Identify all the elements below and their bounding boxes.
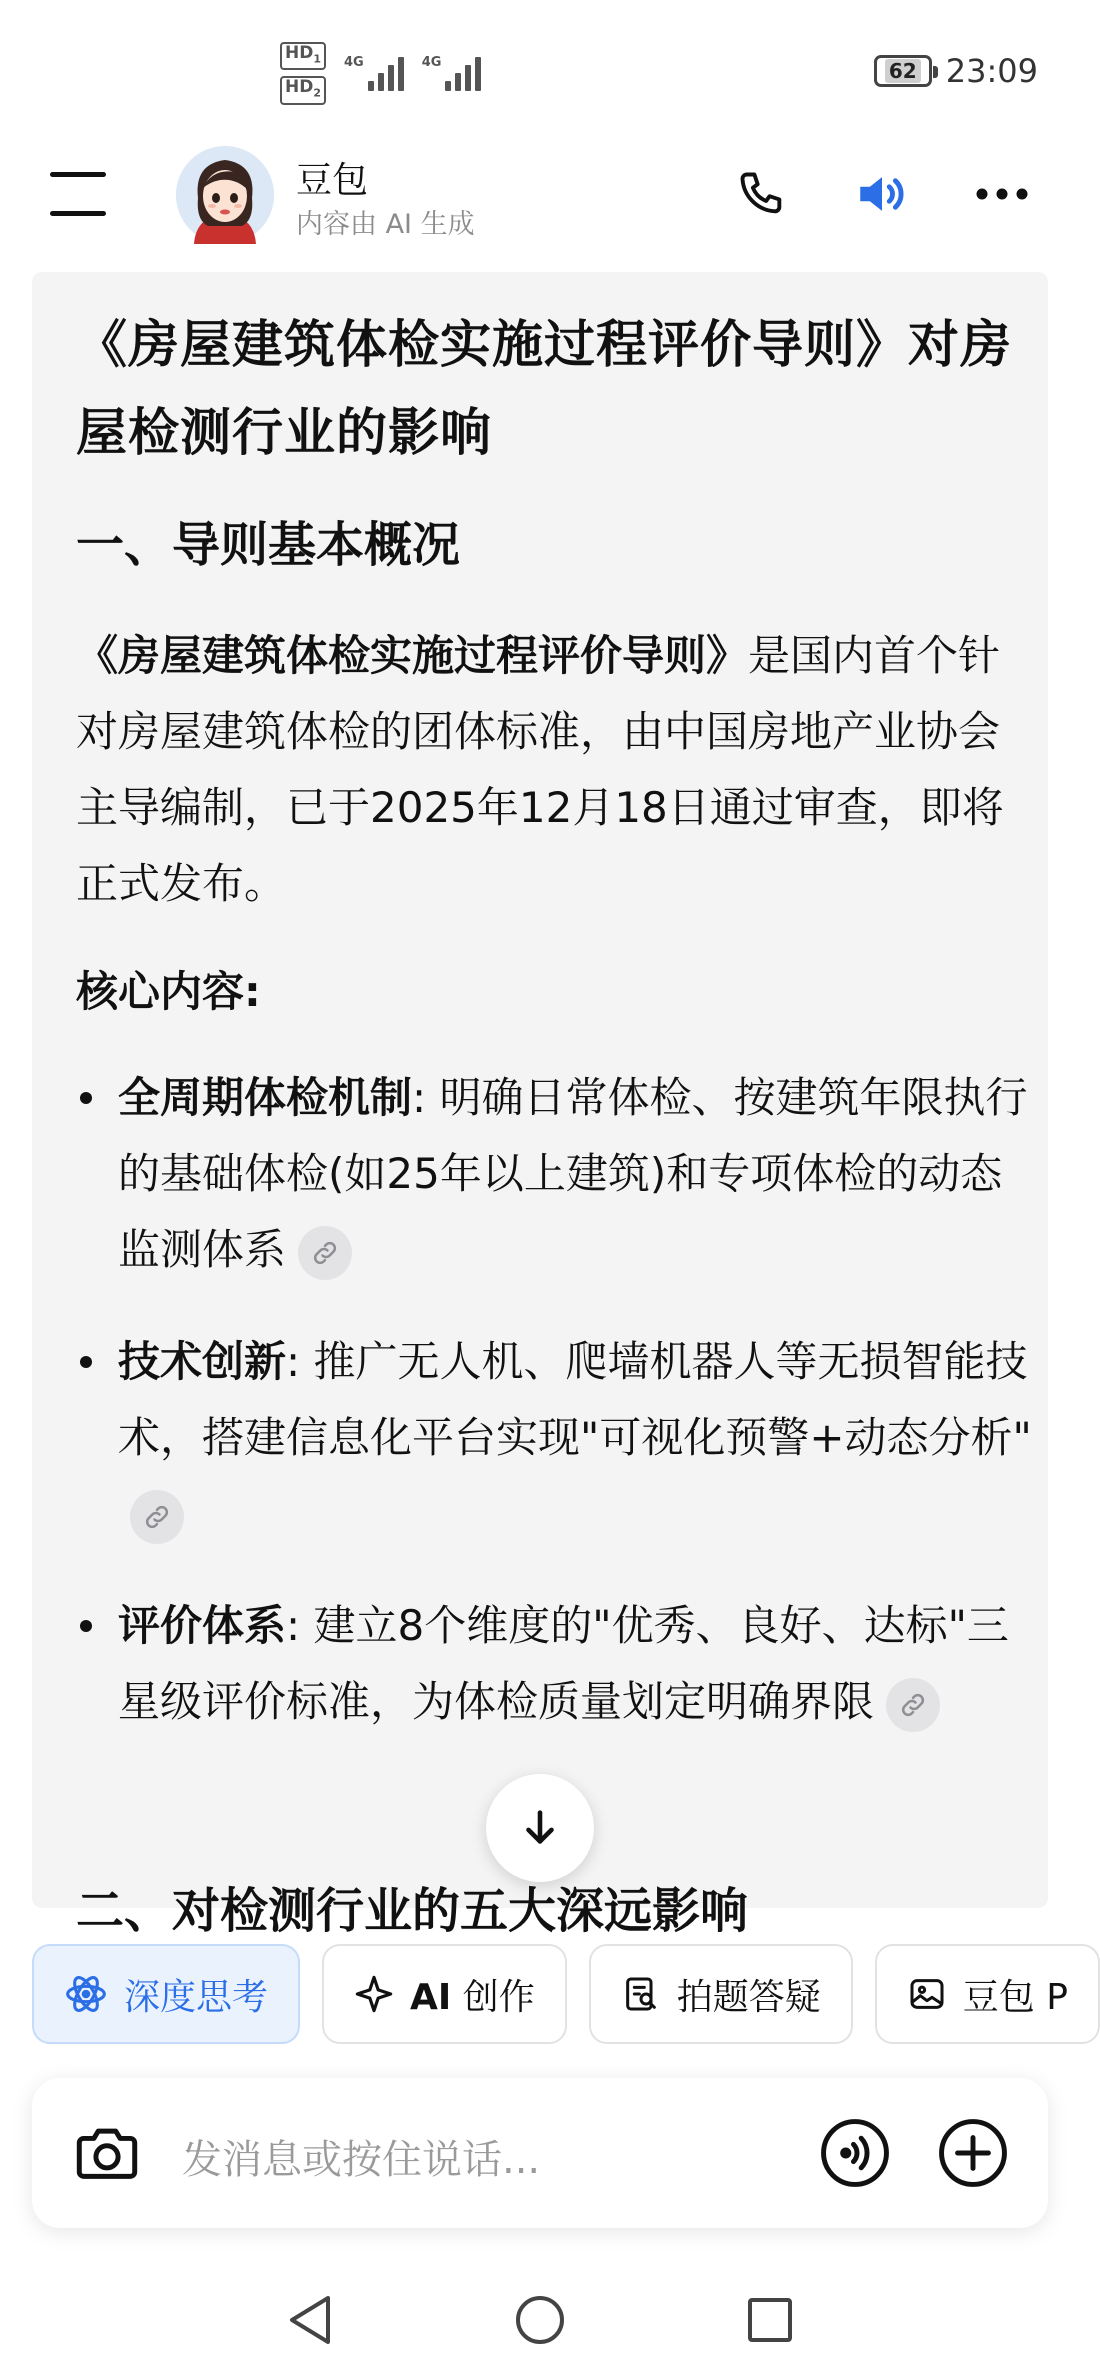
home-icon[interactable] xyxy=(508,2288,572,2352)
arrow-down-icon xyxy=(517,1805,563,1851)
chip-image[interactable]: 豆包 P xyxy=(875,1944,1100,2044)
message-input-bar xyxy=(32,2078,1048,2228)
link-icon[interactable] xyxy=(130,1490,184,1544)
link-icon[interactable] xyxy=(298,1226,352,1280)
bot-name: 豆包 xyxy=(296,160,369,201)
hd-badge-1: $HD_1$ xyxy=(280,42,326,70)
signal-bars-icon xyxy=(445,55,481,91)
chat-header xyxy=(0,130,1080,260)
ai-disclaimer: 内容由 AI 生成 xyxy=(296,209,475,240)
scroll-down-button[interactable] xyxy=(486,1774,594,1882)
camera-icon[interactable] xyxy=(72,2118,142,2192)
link-icon[interactable] xyxy=(886,1678,940,1732)
message-title: 《房屋建筑体检实施过程评价导则》对房屋检测行业的影响 xyxy=(76,316,1013,463)
list-item: 技术创新: 推广无人机、爬墙机器人等无损智能技术，搭建信息化平台实现"可视化预警+动态分析" xyxy=(76,1324,1036,1552)
section-heading: 一、导则基本概况 xyxy=(76,517,461,573)
phone-icon[interactable] xyxy=(732,164,792,224)
chip-ai-create[interactable]: AI 创作 xyxy=(322,1944,567,2044)
recents-icon[interactable] xyxy=(738,2288,802,2352)
clock: 23:09 xyxy=(945,52,1038,90)
core-heading: 核心内容: xyxy=(76,967,261,1016)
sparkle-icon xyxy=(354,1974,394,2014)
atom-icon xyxy=(64,1972,108,2016)
chip-deep-thinking[interactable]: 深度思考 xyxy=(32,1944,300,2044)
hd-badge-2: $HD_2$ xyxy=(280,76,326,104)
system-nav-bar xyxy=(0,2270,1080,2370)
sim-indicators xyxy=(280,42,481,105)
speaker-icon[interactable] xyxy=(852,164,912,224)
feature-chips xyxy=(32,1944,1100,2044)
status-bar xyxy=(0,0,1080,130)
more-icon[interactable] xyxy=(972,164,1032,224)
bot-message xyxy=(32,272,1048,1939)
voice-call-icon[interactable] xyxy=(818,2116,892,2194)
bullet-list xyxy=(76,1060,1036,1740)
scan-question-icon xyxy=(621,1974,661,2014)
section-heading-partial: 二、对检测行业的五大深远影响 xyxy=(76,1883,749,1939)
battery-level: 62 xyxy=(885,59,921,83)
signal-1: 4G xyxy=(344,55,404,91)
intro-paragraph: 《房屋建筑体检实施过程评价导则》是国内首个针对房屋建筑体检的团体标准，由中国房地产业协会主导编制，已于2025年12月18日通过审查，即将正式发布。 xyxy=(76,631,1004,908)
image-icon xyxy=(907,1974,947,2014)
list-item: 全周期体检机制: 明确日常体检、按建筑年限执行的基础体检(如25年以上建筑)和专项体检的动态监测体系 xyxy=(76,1060,1036,1288)
back-icon[interactable] xyxy=(278,2288,342,2352)
battery-icon xyxy=(874,55,932,87)
signal-2: 4G xyxy=(422,55,482,91)
menu-icon[interactable] xyxy=(50,172,106,216)
message-input[interactable]: 发消息或按住说话... xyxy=(182,2137,541,2183)
avatar[interactable] xyxy=(176,146,274,244)
plus-icon[interactable] xyxy=(936,2116,1010,2194)
chip-photo-question[interactable]: 拍题答疑 xyxy=(589,1944,853,2044)
signal-bars-icon xyxy=(368,55,404,91)
list-item: 评价体系: 建立8个维度的"优秀、良好、达标"三星级评价标准，为体检质量划定明确界限 xyxy=(76,1588,1036,1740)
